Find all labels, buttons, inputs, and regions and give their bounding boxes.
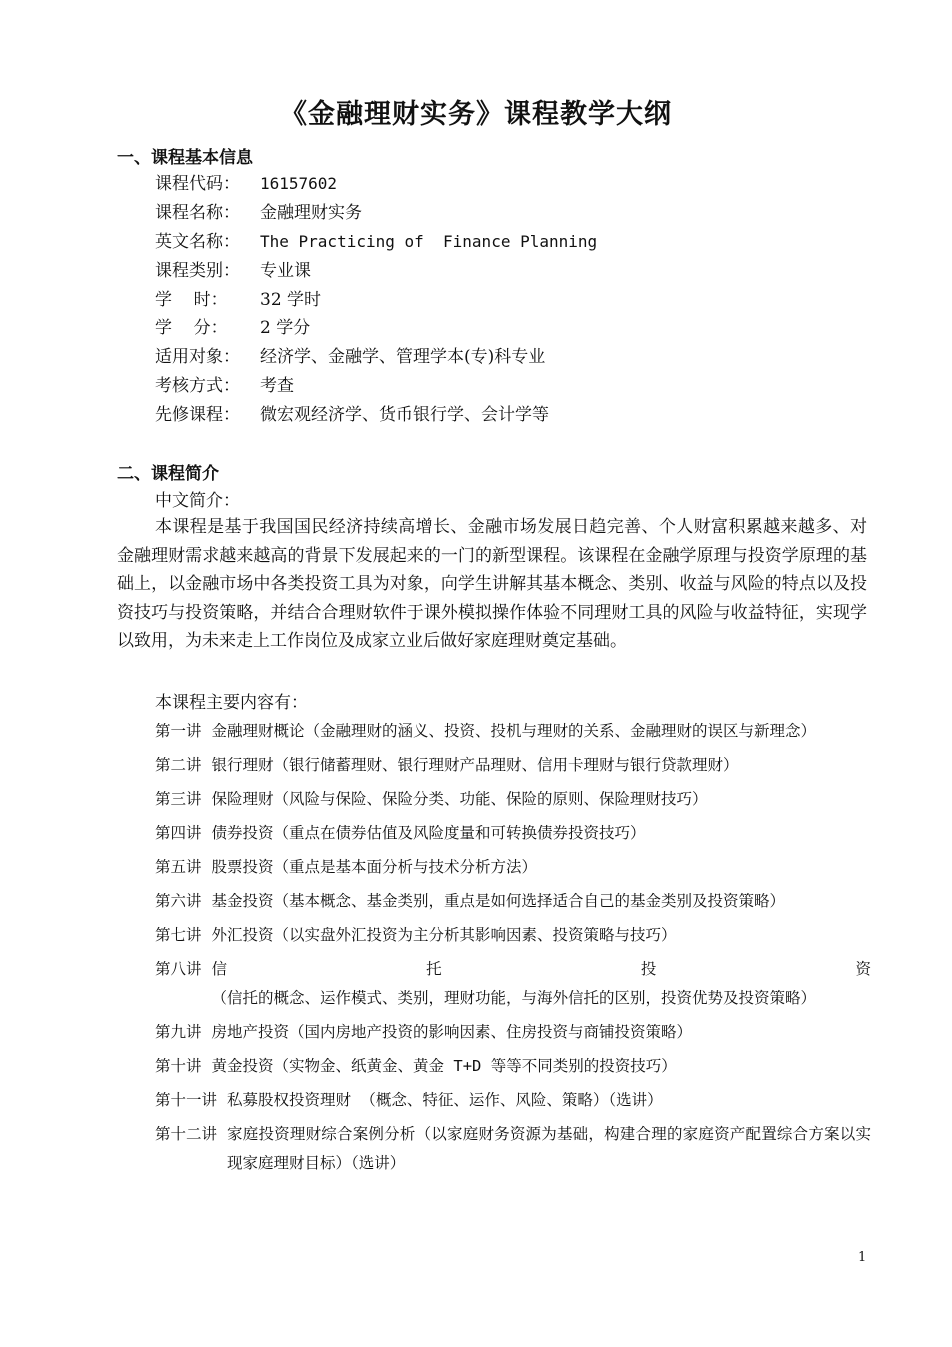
lecture-item [155, 1052, 871, 1081]
info-label: 课程类别： [155, 260, 240, 281]
info-value: 考查 [260, 376, 294, 397]
info-label: 学 分： [155, 318, 228, 339]
lecture-number: 第十二讲 [155, 1125, 218, 1143]
info-label: 课程名称： [155, 202, 240, 223]
lecture-item [155, 717, 871, 746]
intro-label: 中文简介： [155, 491, 240, 511]
lecture-number: 第八讲 [155, 960, 202, 978]
lecture-topic: 黄金投资 [211, 1057, 274, 1075]
info-row-code [155, 170, 597, 199]
lecture-body [212, 1052, 871, 1081]
lecture-list [155, 717, 871, 1183]
lecture-topic: 保险理财 [211, 790, 274, 808]
info-label: 先修课程： [155, 405, 240, 426]
lecture-detail: （重点是基本面分析与技术分析方法） [273, 858, 538, 876]
lecture-topic: 家庭投资理财综合案例分析 [227, 1125, 416, 1143]
info-row-english-name [155, 228, 597, 257]
info-label: 学 时： [155, 289, 228, 310]
info-row-category [155, 257, 597, 286]
lecture-number: 第二讲 [155, 756, 202, 774]
lecture-body [212, 785, 871, 814]
lecture-body [212, 955, 871, 1013]
lecture-detail: （金融理财的涵义、投资、投机与理财的关系、金融理财的误区与新理念） [304, 722, 817, 740]
lecture-number: 第三讲 [155, 790, 202, 808]
lecture-number: 第四讲 [155, 824, 202, 842]
info-row-name [155, 199, 597, 228]
lecture-item [155, 1018, 871, 1047]
lecture-topic: 私募股权投资理财 [227, 1091, 352, 1109]
lecture-topic: 债券投资 [211, 824, 274, 842]
lecture-body [227, 1120, 871, 1178]
lecture-topic: 金融理财概论 [211, 722, 305, 740]
lecture-number: 第六讲 [155, 892, 202, 910]
lecture-body [212, 819, 871, 848]
lecture-body [227, 1086, 871, 1115]
lecture-detail: （风险与保险、保险分类、功能、保险的原则、保险理财技巧） [273, 790, 708, 808]
section-heading-intro: 二、课程简介 [117, 464, 219, 484]
info-label: 适用对象： [155, 347, 240, 368]
lecture-topic: 信托投资 [211, 960, 871, 978]
lecture-item [155, 1086, 871, 1115]
lecture-topic: 房地产投资 [211, 1023, 290, 1041]
lecture-number: 第九讲 [155, 1023, 202, 1041]
info-value: 16157602 [260, 174, 338, 193]
lecture-topic: 外汇投资 [211, 926, 274, 944]
lecture-number: 第五讲 [155, 858, 202, 876]
lecture-detail: （以家庭财务资源为基础，构建合理的家庭资产配置综合方案以实现家庭理财目标）（选讲） [227, 1125, 871, 1172]
lecture-body [212, 921, 871, 950]
lecture-detail: （基本概念、基金类别，重点是如何选择适合自己的基金类别及投资策略） [273, 892, 786, 910]
lecture-number: 第十一讲 [155, 1091, 218, 1109]
lecture-number: 第一讲 [155, 722, 202, 740]
intro-paragraph: 本课程是基于我国国民经济持续高增长、金融市场发展日趋完善、个人财富积累越来越多、对金融理财需求越来越高的背景下发展起来的一门的新型课程。该课程在金融学原理与投资学原理的基础上，以金融市场中各类投资工具为对象，向学生讲解其基本概念、类别、收益与风险的特点以及投资技巧与投资策略，并结合合理财软件于课外模拟操作体验不同理财工具的风险与收益特征，实现学以致用，为未来走上工作岗位及成家立业后做好家庭理财奠定基础。 [117, 517, 867, 652]
lecture-item [155, 955, 871, 1013]
lecture-number: 第七讲 [155, 926, 202, 944]
lecture-topic: 基金投资 [211, 892, 274, 910]
document-title: 《金融理财实务》课程教学大纲 [280, 99, 672, 130]
info-value: 专业课 [260, 260, 311, 281]
info-label: 考核方式： [155, 376, 240, 397]
info-value: 2 学分 [260, 318, 311, 339]
lecture-item [155, 785, 871, 814]
lecture-topic: 银行理财 [211, 756, 274, 774]
lecture-body [212, 717, 871, 746]
info-value: 金融理财实务 [260, 202, 362, 223]
info-label: 课程代码： [155, 174, 240, 194]
info-value: 微宏观经济学、货币银行学、会计学等 [260, 405, 549, 426]
info-value: 32 学时 [260, 289, 322, 310]
info-row-credits [155, 314, 597, 343]
info-label: 英文名称： [155, 231, 240, 252]
lecture-detail: （重点在债券估值及风险度量和可转换债券投资技巧） [273, 824, 646, 842]
page-number: 1 [858, 1250, 867, 1265]
section-heading-basic-info: 一、课程基本信息 [117, 148, 253, 168]
info-row-assessment [155, 372, 597, 401]
lecture-detail: （概念、特征、运作、风险、策略）（选讲） [351, 1091, 663, 1109]
info-value: 经济学、金融学、管理学本(专)科专业 [260, 347, 546, 368]
lecture-item [155, 819, 871, 848]
lecture-body [212, 751, 871, 780]
info-row-prerequisites [155, 401, 597, 430]
lecture-detail: （以实盘外汇投资为主分析其影响因素、投资策略与技巧） [273, 926, 677, 944]
lecture-item [155, 751, 871, 780]
info-row-audience [155, 343, 597, 372]
lecture-detail: （国内房地产投资的影响因素、住房投资与商铺投资策略） [289, 1023, 693, 1041]
lecture-body [212, 1018, 871, 1047]
lecture-body [212, 853, 871, 882]
lecture-item [155, 921, 871, 950]
info-row-hours [155, 286, 597, 315]
lecture-item [155, 887, 871, 916]
lecture-topic: 股票投资 [211, 858, 274, 876]
lecture-item [155, 853, 871, 882]
lecture-detail: （银行储蓄理财、银行理财产品理财、信用卡理财与银行贷款理财） [273, 756, 739, 774]
lecture-item [155, 1120, 871, 1178]
lecture-detail: （实物金、纸黄金、黄金 T+D 等等不同类别的投资技巧） [273, 1057, 677, 1075]
lecture-body [212, 887, 871, 916]
course-info-list [155, 170, 597, 430]
lecture-detail: （信托的概念、运作模式、类别，理财功能，与海外信托的区别，投资优势及投资策略） [211, 989, 817, 1007]
content-label: 本课程主要内容有： [155, 693, 308, 713]
lecture-number: 第十讲 [155, 1057, 202, 1075]
info-value: The Practicing of Finance Planning [260, 231, 598, 251]
